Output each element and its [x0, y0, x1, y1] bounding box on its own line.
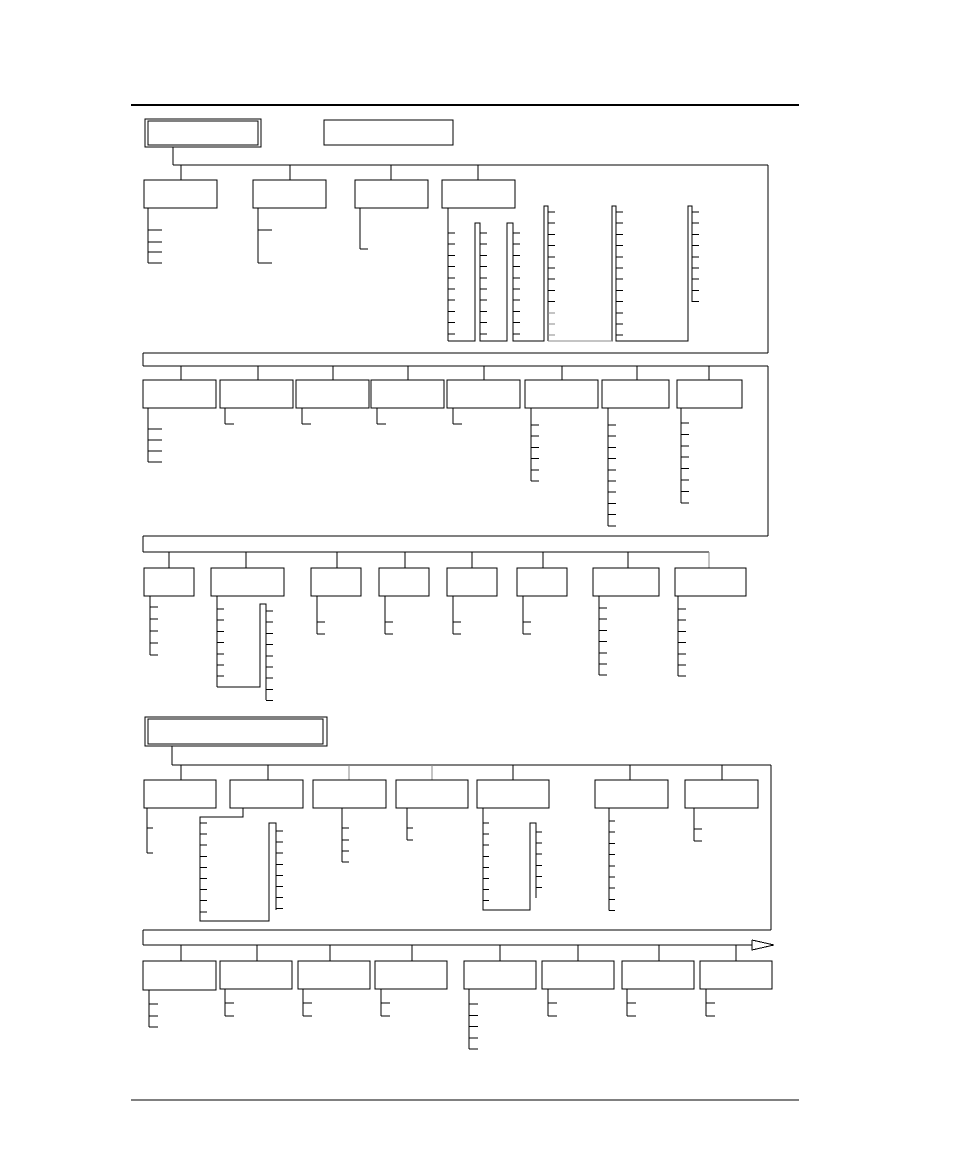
row-5-node-3: [298, 961, 370, 989]
row-3-node-3: [311, 568, 361, 596]
row-2-node-8: [677, 380, 742, 408]
row-5-node-2: [220, 961, 292, 989]
row-3-node-2: [211, 568, 284, 596]
row-4-node-2: [230, 780, 303, 808]
row-2-node-5: [447, 380, 520, 408]
row-4-node-5: [477, 780, 549, 808]
row-3-node-2-col-link: [217, 604, 266, 700]
row-1-node-4-col-links: [448, 206, 548, 341]
row-3-node-7: [593, 568, 659, 596]
row-4-node-1: [144, 780, 216, 808]
row-5-node-4: [375, 961, 447, 989]
row-5-node-8: [700, 961, 772, 989]
branch-lists: [147, 206, 715, 1049]
row-1-node-4-col-links-2: [548, 206, 692, 341]
page-rules: [131, 105, 799, 1100]
row-1-node-2: [253, 180, 326, 208]
row-5-node-1: [143, 961, 216, 990]
row-1-node-3: [355, 180, 428, 208]
root-1-companion-box: [324, 120, 453, 145]
row-4-node-4: [396, 780, 468, 808]
row-3-node-4: [379, 568, 429, 596]
row-2-node-3: [296, 380, 369, 408]
row-3-node-8: [675, 568, 746, 596]
row-3-node-1: [144, 568, 194, 596]
row-4-node-7: [685, 780, 758, 808]
row-2-node-7: [602, 380, 669, 408]
continuation-arrow: [752, 940, 774, 950]
row-4-node-6: [595, 780, 668, 808]
node-boxes: [143, 119, 772, 990]
row-4-node-2-cols: [200, 808, 276, 921]
row-2-node-4: [371, 380, 444, 408]
row-2-node-1: [143, 380, 216, 408]
root-2-box: [148, 719, 323, 744]
row-2-node-2: [220, 380, 293, 408]
row-3-node-6: [517, 568, 567, 596]
root-1-box: [148, 121, 258, 145]
row-4-node-3: [313, 780, 386, 808]
row-1-node-4: [442, 180, 515, 208]
row-5-node-5: [464, 961, 536, 989]
row-2-node-6: [525, 380, 598, 408]
row-5-node-6: [542, 961, 614, 989]
row-frames: [143, 147, 774, 961]
row-5-node-7: [622, 961, 694, 989]
row-4-node-5-cols: [483, 808, 536, 910]
row-3-node-5: [447, 568, 497, 596]
row-1-node-1: [144, 180, 217, 208]
